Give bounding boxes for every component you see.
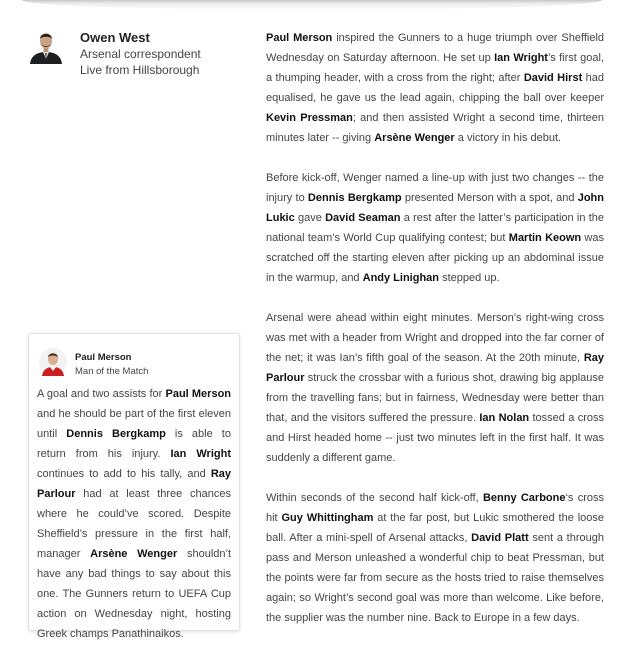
player-name: Andy Linighan (362, 272, 440, 284)
player-name: Ian Nolan (479, 412, 530, 424)
author-block (28, 28, 258, 88)
player-name: Ray Parlour (266, 352, 604, 384)
player-name: Arsène Wenger (374, 132, 455, 144)
player-name: Dennis Bergkamp (307, 192, 402, 204)
author-location: Live from Hillsborough (80, 63, 200, 77)
player-name: David Platt (471, 532, 529, 544)
player-name: Benny Carbone (482, 492, 566, 504)
player-name: Kevin Pressman (266, 112, 353, 124)
player-name: Guy Whittingham (281, 512, 374, 524)
player-name: Ian Wright (494, 52, 548, 64)
player-name: Dennis Bergkamp (66, 428, 166, 440)
report-paragraph: Paul Merson inspired the Gunners to a huge triumph over Sheffield Wednesday on Saturday afternoon. He set up Ian Wright’s first goal, a thumping header, with a cross from the right; after David Hirst had equalised, he gave us the lead again, chipping the ball over keeper Kevin Pressman; and then assisted Wright a second time, thirteen minutes later -- giving Arsène Wenger a victory in his debut. (266, 32, 605, 144)
motm-player-name: Paul Merson (75, 352, 132, 363)
player-name: Martin Keown (508, 232, 582, 244)
match-report (266, 28, 604, 648)
motm-summary: A goal and two assists for Paul Merson and he should be part of the first eleven until Dennis Bergkamp is able to return from his injury. Ian Wright continues to add to his tally, and Ray Parlour had at least three chances where he could’ve scored. Despite Sheffield’s pressure in the first half, manager Arsène Wenger shouldn’t have any bad things to say about this one. The Gunners return to UEFA Cup action on Wednesday night, hosting Greek champs Panathinaikos. (37, 388, 232, 640)
player-name: David Seaman (325, 212, 401, 224)
player-name: Paul Merson (165, 388, 232, 400)
player-name: Ray Parlour (37, 468, 231, 500)
report-paragraph: Arsenal were ahead within eight minutes. Merson’s right-wing cross was met with a header from Wright and dropped into the far corner of the net; it was Ian’s fifth goal of the season. At the 20th minute, Ray Parlour struck the crossbar with a furious shot, drawing big applause from the travelling fans; but in fairness, Wednesday were better than that, and the visitors suffered the pressure. Ian Nolan tossed a cross and Hirst headed home -- just two minutes left in the first half. It was suddenly a different game. (266, 312, 604, 464)
player-name: David Hirst (523, 72, 583, 84)
player-name: Paul Merson (266, 32, 333, 44)
report-paragraph: Within seconds of the second half kick-off, Benny Carbone‘s cross hit Guy Whittingham at the far post, but Lukic smothered the loose ball. After a mini-spell of Arsenal attacks, David Platt sent a through pass and Merson unleashed a wonderful chip to beat Pressman, but the points were far from secure as the hosts tried to raise themselves again; so Wright’s second goal was more than welcome. Like before, the supplier was the number nine. Back to Europe in a few days. (266, 492, 605, 624)
player-name: Arsène Wenger (90, 548, 178, 560)
report-paragraph: Before kick-off, Wenger named a line-up with just two changes -- the injury to Dennis Bergkamp presented Merson with a spot, and John Lukic gave David Seaman a rest after the latter’s participation in the national team’s World Cup qualifying contest; but Martin Keown was scratched off the starting eleven after picking up an abdominal issue in the warmup, and Andy Linighan stepped up. (266, 172, 605, 284)
top-shadow-divider (22, 0, 602, 10)
author-avatar (28, 28, 64, 64)
player-name: Ian Wright (170, 448, 231, 460)
player-name: John Lukic (266, 192, 604, 224)
author-name: Owen West (80, 30, 150, 45)
author-role: Arsenal correspondent (80, 47, 201, 61)
motm-label: Man of the Match (75, 366, 149, 377)
player-avatar (39, 348, 67, 376)
man-of-the-match-card (28, 333, 240, 640)
